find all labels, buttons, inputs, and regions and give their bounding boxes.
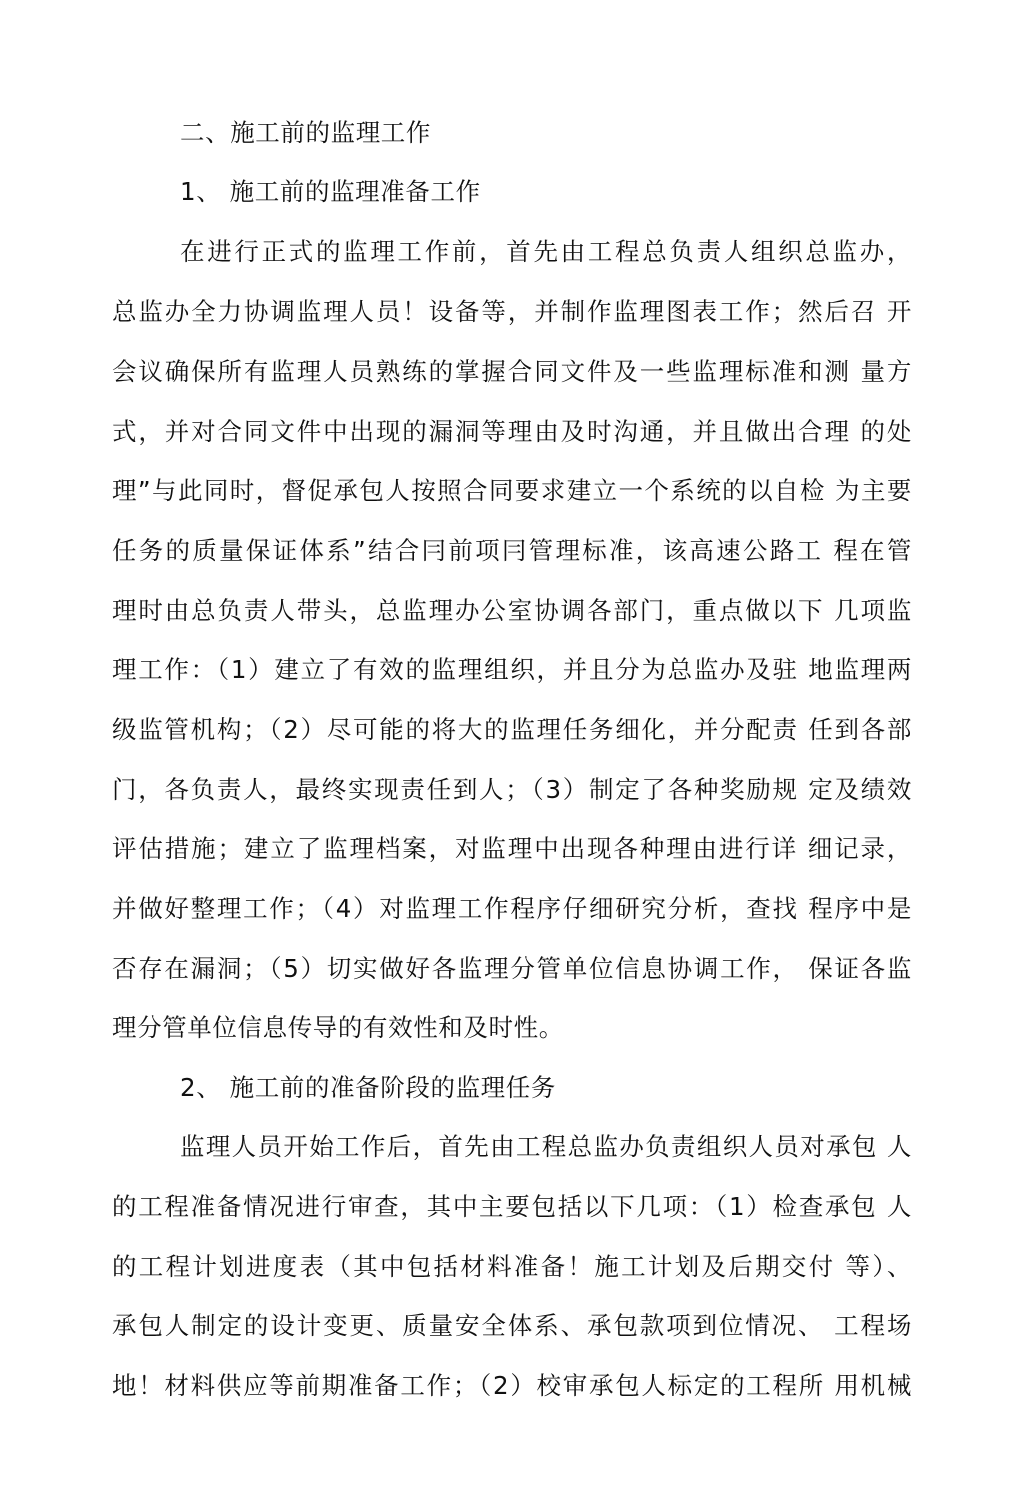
paragraph-1-line: 式，并对合同文件中出现的漏洞等理由及时沟通，并且做出合理 的处 — [112, 417, 912, 446]
section-title: 二、施工前的监理工作 — [180, 118, 431, 147]
paragraph-1-line: 级监管机构；（2）尽可能的将大的监理任务细化，并分配责 任到各部 — [112, 715, 912, 744]
subsection-title-2: 2、 施工前的准备阶段的监理任务 — [180, 1073, 556, 1102]
paragraph-1-line: 总监办全力协调监理人员！设备等，并制作监理图表工作；然后召 开 — [112, 297, 912, 326]
paragraph-1-line: 理时由总负责人带头，总监理办公室协调各部门，重点做以下 几项监 — [112, 596, 912, 625]
paragraph-1-line: 门，各负责人，最终实现责任到人；（3）制定了各种奖励规 定及绩效 — [112, 775, 912, 804]
paragraph-2-line: 的工程准备情况进行审查，其中主要包括以下几项：（1）检查承包 人 — [112, 1192, 912, 1221]
paragraph-1-line: 在进行正式的监理工作前，首先由工程总负责人组织总监办， — [180, 237, 912, 266]
subsection-title-1: 1、 施工前的监理准备工作 — [180, 177, 481, 206]
paragraph-1-line: 理”与此同时，督促承包人按照合同要求建立一个系统的以自检 为主要 — [112, 476, 912, 505]
paragraph-1-line: 会议确保所有监理人员熟练的掌握合同文件及一些监理标准和测 量方 — [112, 357, 912, 386]
paragraph-2-line: 的工程计划进度表（其中包括材料准备！施工计划及后期交付 等）、 — [112, 1252, 912, 1281]
paragraph-1-line: 理工作：（1）建立了有效的监理组织，并且分为总监办及驻 地监理两 — [112, 655, 912, 684]
paragraph-1-line: 任务的质量保证体系”结合冃前项冃管理标准，该高速公路工 程在管 — [112, 536, 912, 565]
paragraph-1-line: 否存在漏洞；（5）切实做好各监理分管单位信息协调工作， 保证各监 — [112, 954, 912, 983]
paragraph-1-line: 理分管单位信息传导的有效性和及时性。 — [112, 1013, 564, 1042]
paragraph-2-line: 监理人员开始工作后，首先由工程总监办负责组织人员对承包 人 — [180, 1132, 912, 1161]
paragraph-1-line: 并做好整理工作；（4）对监理工作程序仔细研究分析，查找 程序中是 — [112, 894, 912, 923]
paragraph-1-line: 评估措施；建立了监理档案，对监理中出现各种理由进行详 细记录， — [112, 834, 912, 863]
paragraph-2-line: 地！材料供应等前期准备工作；（2）校审承包人标定的工程所 用机械 — [112, 1371, 912, 1400]
paragraph-2-line: 承包人制定的设计变更、质量安全体系、承包款项到位情况、 工程场 — [112, 1311, 912, 1340]
